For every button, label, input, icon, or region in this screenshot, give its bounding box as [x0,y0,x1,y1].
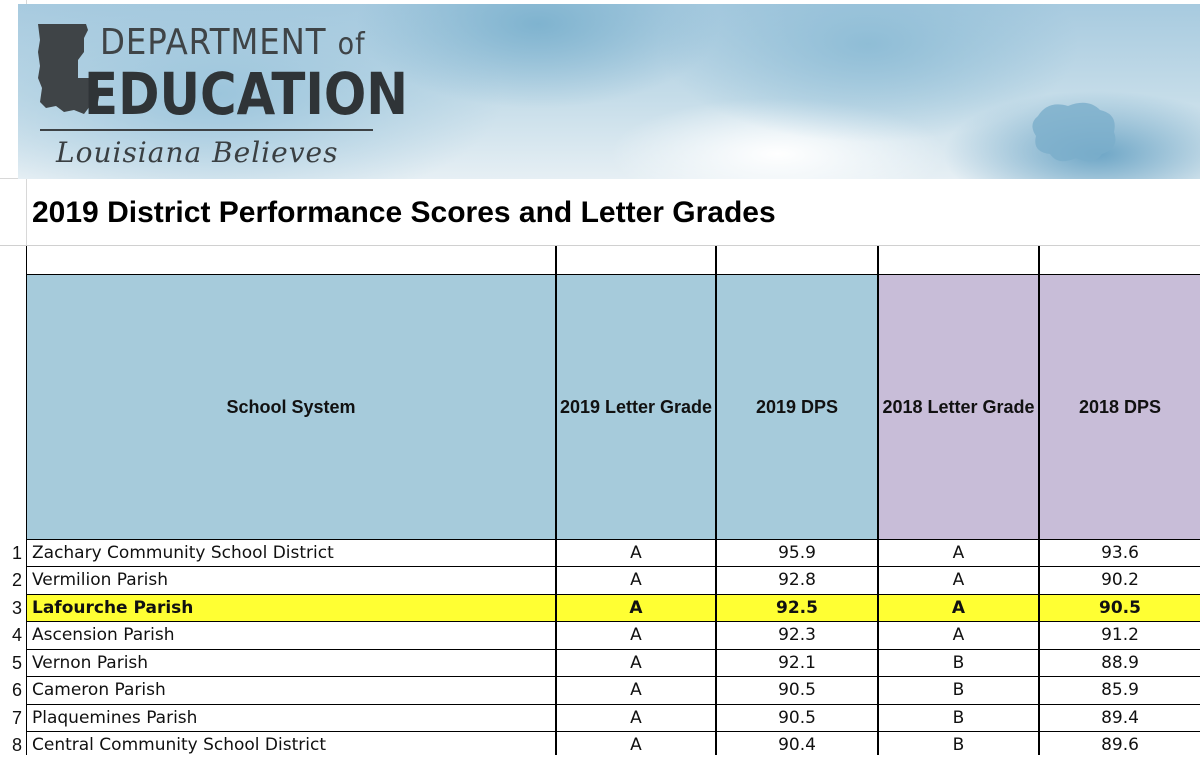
row-number: 8 [11,735,22,755]
cell-2019-dps[interactable]: 95.9 [778,543,816,563]
cell-2019-letter-grade[interactable]: A [630,735,642,755]
cell-2019-dps[interactable]: 90.5 [778,708,816,728]
cell-2019-letter-grade[interactable]: A [630,570,642,590]
cell-2019-dps[interactable]: 90.5 [778,680,816,700]
row-number: 4 [11,625,22,645]
cell-2018-dps[interactable]: 90.5 [1099,598,1141,618]
cell-2019-dps[interactable]: 92.3 [778,625,816,645]
cell-2019-dps[interactable]: 92.1 [778,653,816,673]
cell-2019-letter-grade[interactable]: A [630,653,642,673]
row-number: 1 [11,543,22,563]
gridline [26,649,1200,650]
row-number: 6 [11,680,22,700]
cell-2019-letter-grade[interactable]: A [629,598,643,618]
cell-2019-dps[interactable]: 92.5 [776,598,818,618]
gridline [26,704,1200,705]
gridline [877,246,879,755]
gridline [26,621,1200,622]
cell-2018-letter-grade[interactable]: B [952,708,965,728]
cell-school-system[interactable]: Lafourche Parish [32,598,194,618]
gridline [26,246,27,755]
cell-2018-dps[interactable]: 91.2 [1101,625,1139,645]
cell-2018-letter-grade[interactable]: A [951,598,966,618]
header-2018-letter-grade[interactable]: 2018 Letter Grade [879,275,1038,539]
logo-of-word: of [337,27,366,62]
row-number: 7 [11,708,22,728]
row-number: 2 [11,570,22,590]
cell-2018-dps[interactable]: 85.9 [1101,680,1139,700]
gridline [1038,246,1040,755]
cell-school-system[interactable]: Cameron Parish [32,680,166,700]
gridline [26,274,1200,275]
header-2019-dps[interactable]: 2019 DPS [717,275,877,539]
cell-school-system[interactable]: Zachary Community School District [32,543,334,563]
gridline [26,594,1200,595]
header-2019-letter-grade[interactable]: 2019 Letter Grade [557,275,715,539]
cell-2019-letter-grade[interactable]: A [630,543,642,563]
gridline [26,539,1200,540]
cell-school-system[interactable]: Ascension Parish [32,625,175,645]
cell-2018-dps[interactable]: 90.2 [1101,570,1139,590]
cell-school-system[interactable]: Plaquemines Parish [32,708,198,728]
cell-school-system[interactable]: Vermilion Parish [32,570,169,590]
row-number: 3 [0,595,26,622]
cell-2018-letter-grade[interactable]: A [952,570,965,590]
gridline [715,246,717,755]
cell-school-system[interactable]: Vernon Parish [32,653,149,673]
cell-2019-letter-grade[interactable]: A [630,708,642,728]
cell-2018-letter-grade[interactable]: A [952,543,965,563]
logo-department-word: DEPARTMENT [100,22,327,63]
cell-2018-dps[interactable]: 88.9 [1101,653,1139,673]
gridline [555,246,557,755]
cell-2018-dps[interactable]: 89.4 [1101,708,1139,728]
cell-2018-letter-grade[interactable]: B [952,735,965,755]
gridline [26,731,1200,732]
header-school-system[interactable]: School System [27,275,555,539]
row-number: 5 [11,653,22,673]
cell-2019-dps[interactable]: 92.8 [778,570,816,590]
gridline [26,676,1200,677]
cell-2018-letter-grade[interactable]: B [952,653,965,673]
header-2018-dps[interactable]: 2018 DPS [1040,275,1200,539]
gridline [26,566,1200,567]
cell-2018-letter-grade[interactable]: A [952,625,965,645]
cell-2019-letter-grade[interactable]: A [630,625,642,645]
cell-2018-letter-grade[interactable]: B [952,680,965,700]
logo-education-text: EDUCATION [84,60,409,128]
cell-2018-dps[interactable]: 93.6 [1101,543,1139,563]
page-title: 2019 District Performance Scores and Letter Grades [32,196,776,229]
logo-tagline: Louisiana Believes [56,136,339,169]
cell-2019-letter-grade[interactable]: A [630,680,642,700]
cell-2018-dps[interactable]: 89.6 [1101,735,1139,755]
cell-2019-dps[interactable]: 90.4 [778,735,816,755]
cell-school-system[interactable]: Central Community School District [32,735,326,755]
